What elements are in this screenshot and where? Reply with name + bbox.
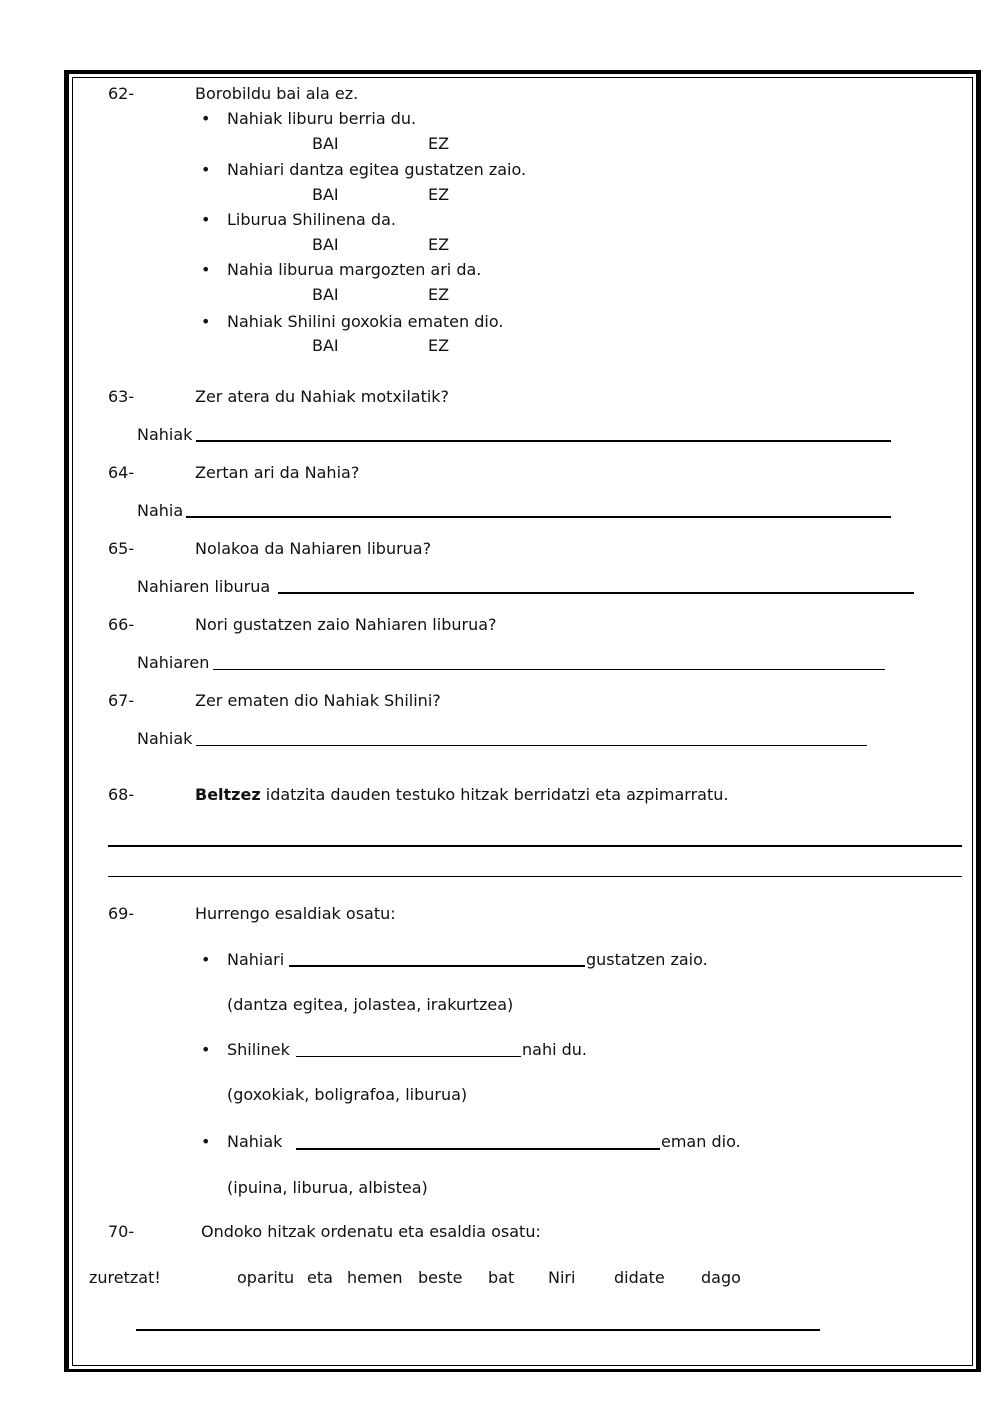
yes-option[interactable]: BAI xyxy=(312,235,339,254)
scrambled-word: bat xyxy=(488,1268,515,1287)
blank-line[interactable] xyxy=(296,1148,660,1150)
answer-prefix: Nahiak xyxy=(137,729,193,748)
yes-option[interactable]: BAI xyxy=(312,285,339,304)
bullet: • xyxy=(201,950,211,969)
statement: Nahia liburua margozten ari da. xyxy=(227,260,482,279)
bullet: • xyxy=(201,210,211,229)
answer-prefix: Nahiaren liburua xyxy=(137,577,271,596)
question-number: 70- xyxy=(108,1222,135,1241)
statement: Nahiak Shilini goxokia ematen dio. xyxy=(227,312,504,331)
answer-line[interactable] xyxy=(196,440,891,442)
answer-prefix: Nahia xyxy=(137,501,184,520)
question-number: 63- xyxy=(108,387,135,406)
scrambled-word: dago xyxy=(701,1268,741,1287)
scrambled-word: beste xyxy=(418,1268,463,1287)
blank-line[interactable] xyxy=(289,965,585,967)
question-instruction: Hurrengo esaldiak osatu: xyxy=(195,904,396,923)
question-number: 65- xyxy=(108,539,135,558)
statement: Liburua Shilinena da. xyxy=(227,210,396,229)
question-instruction: Ondoko hitzak ordenatu eta esaldia osatu: xyxy=(201,1222,541,1241)
answer-line[interactable] xyxy=(136,1329,820,1331)
sentence-suffix: gustatzen zaio. xyxy=(586,950,708,969)
instruction-rest: idatzita dauden testuko hitzak berridatzi eta azpimarratu. xyxy=(260,785,729,804)
no-option[interactable]: EZ xyxy=(428,285,450,304)
question-number: 69- xyxy=(108,904,135,923)
bullet: • xyxy=(201,1132,211,1151)
no-option[interactable]: EZ xyxy=(428,185,450,204)
answer-line[interactable] xyxy=(278,592,914,594)
question-text: Zer atera du Nahiak motxilatik? xyxy=(195,387,450,406)
no-option[interactable]: EZ xyxy=(428,235,450,254)
word-options: (goxokiak, boligrafoa, liburua) xyxy=(227,1085,468,1104)
answer-line[interactable] xyxy=(108,876,962,877)
sentence-prefix: Nahiari xyxy=(227,950,285,969)
question-text: Nolakoa da Nahiaren liburua? xyxy=(195,539,432,558)
scrambled-word: eta xyxy=(307,1268,333,1287)
answer-prefix: Nahiak xyxy=(137,425,193,444)
yes-option[interactable]: BAI xyxy=(312,185,339,204)
question-number: 68- xyxy=(108,785,135,804)
statement: Nahiari dantza egitea gustatzen zaio. xyxy=(227,160,527,179)
scrambled-word: didate xyxy=(614,1268,665,1287)
sentence-suffix: nahi du. xyxy=(522,1040,587,1059)
word-options: (ipuina, liburua, albistea) xyxy=(227,1178,428,1197)
question-text: Zer ematen dio Nahiak Shilini? xyxy=(195,691,441,710)
answer-line[interactable] xyxy=(213,669,885,670)
sentence-prefix: Nahiak xyxy=(227,1132,283,1151)
question-number: 67- xyxy=(108,691,135,710)
yes-option[interactable]: BAI xyxy=(312,134,339,153)
sentence-suffix: eman dio. xyxy=(661,1132,741,1151)
no-option[interactable]: EZ xyxy=(428,336,450,355)
sentence-prefix: Shilinek xyxy=(227,1040,290,1059)
bullet: • xyxy=(201,160,211,179)
blank-line[interactable] xyxy=(296,1056,521,1057)
question-text: Nori gustatzen zaio Nahiaren liburua? xyxy=(195,615,497,634)
answer-line[interactable] xyxy=(196,745,867,746)
question-instruction xyxy=(195,785,728,805)
question-number: 64- xyxy=(108,463,135,482)
statement: Nahiak liburu berria du. xyxy=(227,109,417,128)
bullet: • xyxy=(201,312,211,331)
scrambled-word: hemen xyxy=(347,1268,403,1287)
question-instruction: Borobildu bai ala ez. xyxy=(195,84,359,103)
answer-line[interactable] xyxy=(186,516,891,518)
no-option[interactable]: EZ xyxy=(428,134,450,153)
bold-keyword: Beltzez xyxy=(195,785,261,804)
answer-line[interactable] xyxy=(108,845,962,847)
scrambled-word: zuretzat! xyxy=(89,1268,161,1287)
bullet: • xyxy=(201,109,211,128)
question-number: 62- xyxy=(108,84,135,103)
question-text: Zertan ari da Nahia? xyxy=(195,463,360,482)
scrambled-word: oparitu xyxy=(237,1268,295,1287)
word-options: (dantza egitea, jolastea, irakurtzea) xyxy=(227,995,514,1014)
answer-prefix: Nahiaren xyxy=(137,653,210,672)
scrambled-word: Niri xyxy=(548,1268,576,1287)
question-number: 66- xyxy=(108,615,135,634)
bullet: • xyxy=(201,260,211,279)
yes-option[interactable]: BAI xyxy=(312,336,339,355)
bullet: • xyxy=(201,1040,211,1059)
